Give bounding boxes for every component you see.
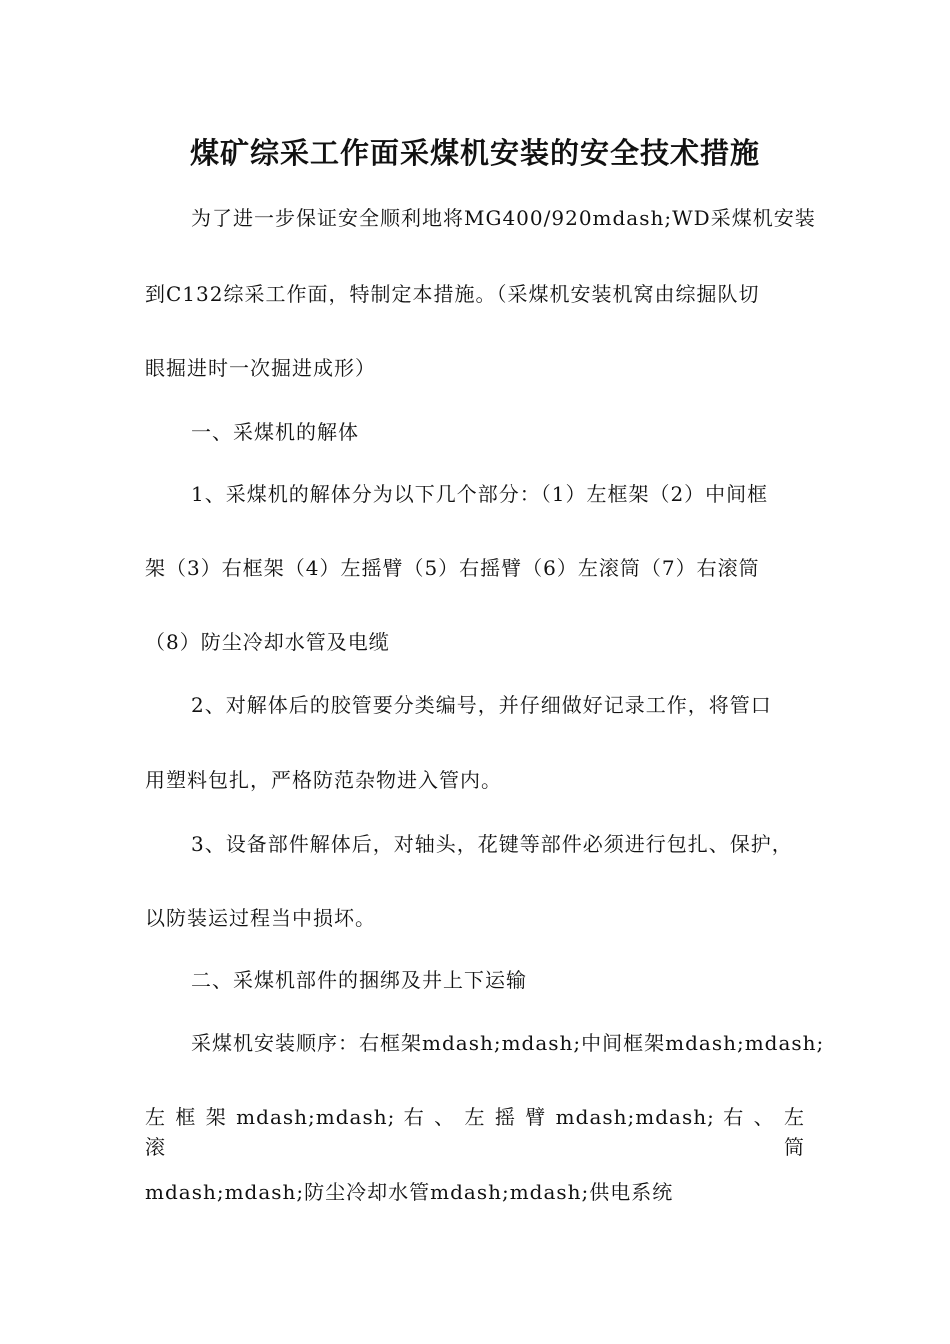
document-title: 煤矿综采工作面采煤机安装的安全技术措施 [189,136,760,170]
paragraph-line: 左 框 架 mdash;mdash; 右 、 左 摇 臂 mdash;mdash; 右 、 左 滚 筒 [145,1105,805,1159]
paragraph-line: 采煤机安装顺序：右框架mdash;mdash;中间框架mdash;mdash; [191,1031,825,1055]
paragraph-line: 为了进一步保证安全顺利地将MG400/920mdash;WD采煤机安装 [191,206,816,230]
paragraph-line: 1、采煤机的解体分为以下几个部分：（1）左框架（2）中间框 [191,482,769,506]
paragraph-line: 架（3）右框架（4）左摇臂（5）右摇臂（6）左滚筒（7）右滚筒 [145,556,760,580]
paragraph-line: mdash;mdash;防尘冷却水管mdash;mdash;供电系统 [145,1180,674,1204]
paragraph-line: 3、设备部件解体后，对轴头，花键等部件必须进行包扎、保护， [191,832,793,856]
paragraph-line: （8）防尘冷却水管及电缆 [145,630,390,654]
paragraph-line: 眼掘进时一次掘进成形） [145,356,376,380]
section-heading: 二、采煤机部件的捆绑及井上下运输 [191,968,527,992]
paragraph-line: 到C132综采工作面，特制定本措施。（采煤机安装机窝由综掘队切 [145,282,760,306]
paragraph-line: 用塑料包扎，严格防范杂物进入管内。 [145,768,502,792]
paragraph-line: 2、对解体后的胶管要分类编号，并仔细做好记录工作，将管口 [191,693,772,717]
section-heading: 一、采煤机的解体 [191,420,359,444]
paragraph-line: 以防装运过程当中损坏。 [145,906,376,930]
